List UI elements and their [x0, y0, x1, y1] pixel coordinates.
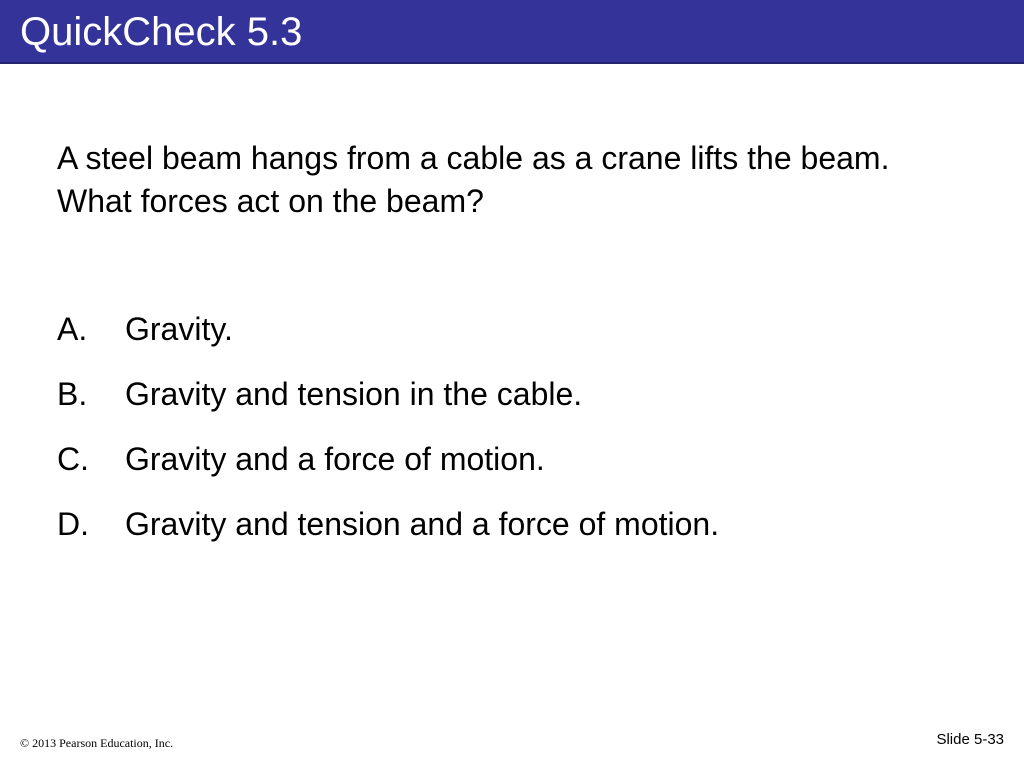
- option-letter: B.: [57, 376, 88, 412]
- slide-number: Slide 5-33: [936, 731, 1004, 748]
- question-text: A steel beam hangs from a cable as a crane lifts the beam. What forces act on the beam?: [57, 140, 890, 219]
- answer-option-d: [57, 503, 719, 546]
- option-letter: C.: [57, 441, 89, 477]
- option-letter: A.: [57, 311, 88, 347]
- answer-options: [57, 308, 719, 568]
- title-bar: [0, 0, 1024, 64]
- answer-option-c: [57, 438, 719, 481]
- option-text: Gravity and tension in the cable.: [125, 376, 583, 412]
- option-text: Gravity and tension and a force of motion.: [125, 506, 720, 542]
- option-text: Gravity and a force of motion.: [125, 441, 545, 477]
- answer-option-b: [57, 373, 719, 416]
- answer-option-a: [57, 308, 719, 351]
- option-text: Gravity.: [125, 311, 233, 347]
- slide-title: QuickCheck 5.3: [20, 10, 303, 54]
- option-letter: D.: [57, 506, 89, 542]
- copyright-notice: © 2013 Pearson Education, Inc.: [20, 736, 174, 750]
